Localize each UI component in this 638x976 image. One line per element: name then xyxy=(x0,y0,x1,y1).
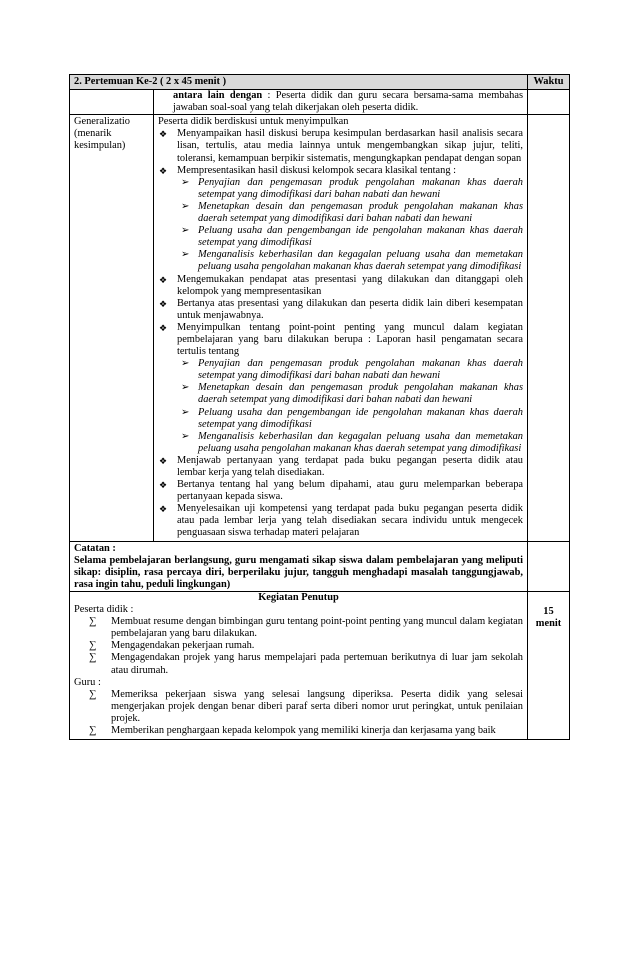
penutup-waktu-number: 15 xyxy=(543,605,554,617)
continuation-row xyxy=(70,90,570,115)
activity-item xyxy=(158,128,523,164)
waktu-header: Waktu xyxy=(528,75,570,90)
catatan-waktu-cell xyxy=(528,541,570,591)
sub-activity-list xyxy=(179,177,523,274)
generalization-content xyxy=(154,115,528,541)
continuation-label-cell xyxy=(70,90,154,115)
diamond-bullet-icon: ❖ xyxy=(159,455,168,466)
sigma-bullet-icon: ∑ xyxy=(89,640,97,652)
generalization-waktu-cell xyxy=(528,115,570,541)
activity-text: Menyimpulkan tentang point-point penting yang muncul dalam kegiatan pembelajaran yang baru dilakukan berupa : Laporan hasil pengamatan secara tertulis tentang xyxy=(177,321,523,358)
diamond-bullet-icon: ❖ xyxy=(159,322,168,333)
guru-item xyxy=(74,689,523,725)
continuation-bold-lead: antara lain dengan xyxy=(173,90,263,102)
peserta-item-text: Membuat resume dengan bimbingan guru tentang point-point penting yang muncul dalam kegiatan pembelajaran yang baru dilakukan. xyxy=(111,616,523,640)
arrow-bullet-icon: ➢ xyxy=(181,430,190,442)
activity-text: Mempresentasikan hasil diskusi kelompok secara klasikal tentang : xyxy=(177,164,457,176)
activity-item xyxy=(158,165,523,274)
sub-activity-item xyxy=(179,201,523,225)
penutup-title: Kegiatan Penutup xyxy=(258,591,339,603)
arrow-bullet-icon: ➢ xyxy=(181,406,190,418)
generalization-activity-list xyxy=(158,128,523,539)
penutup-row xyxy=(70,591,570,739)
arrow-bullet-icon: ➢ xyxy=(181,176,190,188)
diamond-bullet-icon: ❖ xyxy=(159,504,168,515)
catatan-row xyxy=(70,541,570,591)
sigma-bullet-icon: ∑ xyxy=(89,688,97,700)
sub-activity-text: Peluang usaha dan pengembangan ide pengolahan makanan khas daerah setempat yang dimodifikasi xyxy=(198,225,523,249)
activity-text: Mengemukakan pendapat atas presentasi yang dilakukan dan ditanggapi oleh kelompok yang mempresentasikan xyxy=(177,273,523,297)
continuation-waktu-cell xyxy=(528,90,570,115)
diamond-bullet-icon: ❖ xyxy=(159,165,168,176)
penutup-cell xyxy=(70,591,528,739)
continuation-text xyxy=(154,90,528,115)
peserta-label: Peserta didik : xyxy=(74,604,134,616)
lesson-plan-table xyxy=(69,74,570,740)
arrow-bullet-icon: ➢ xyxy=(181,200,190,212)
sigma-bullet-icon: ∑ xyxy=(89,724,97,736)
peserta-activity-list xyxy=(74,616,523,676)
sub-activity-text: Menetapkan desain dan pengemasan produk pengolahan makanan khas daerah setempat yang dimodifikasi dari bahan nabati dan hewani xyxy=(198,382,523,406)
peserta-item xyxy=(74,640,523,652)
diamond-bullet-icon: ❖ xyxy=(159,129,168,140)
sub-activity-item xyxy=(179,225,523,249)
sub-activity-text: Menganalisis keberhasilan dan kegagalan peluang usaha dan memetakan peluang usaha pengolahan makanan khas daerah setempat yang dimodifikasi xyxy=(198,249,523,273)
arrow-bullet-icon: ➢ xyxy=(181,225,190,237)
penutup-waktu-unit: menit xyxy=(535,618,562,630)
catatan-text: Selama pembelajaran berlangsung, guru mengamati sikap siswa dalam pembelajaran yang meliputi sikap: disiplin, rasa percaya diri, berperilaku jujur, tangguh menghadapi masalah tanggungjawab, rasa ingin tahu, peduli lingkungan) xyxy=(74,554,523,590)
sub-activity-item xyxy=(179,382,523,406)
guru-item-text: Memberikan penghargaan kepada kelompok yang memiliki kinerja dan kerjasama yang baik xyxy=(111,724,496,736)
peserta-item xyxy=(74,616,523,640)
guru-activity-list xyxy=(74,689,523,737)
sub-activity-item xyxy=(179,249,523,273)
arrow-bullet-icon: ➢ xyxy=(181,382,190,394)
penutup-waktu xyxy=(528,591,570,739)
sub-activity-item xyxy=(179,177,523,201)
lesson-plan-document xyxy=(69,74,570,740)
activity-text: Menyelesaikan uji kompetensi yang terdapat pada buku pegangan peserta didik atau pada lembar lerja yang telah disediakan secara individu untuk mengecek penguasaan siswa terhadap materi pelajaran xyxy=(177,503,523,539)
activity-item xyxy=(158,455,523,479)
activity-text: Menjawab pertanyaan yang terdapat pada buku pegangan peserta didik atau lembar kerja yang telah disediakan. xyxy=(177,454,523,478)
sigma-bullet-icon: ∑ xyxy=(89,652,97,664)
activity-item xyxy=(158,298,523,322)
generalization-intro: Peserta didik berdiskusi untuk menyimpulkan xyxy=(158,116,349,128)
activity-item xyxy=(158,479,523,503)
catatan-title: Catatan : xyxy=(74,542,116,554)
guru-item-text: Memeriksa pekerjaan siswa yang selesai langsung diperiksa. Peserta didik yang selesai mengerjakan projek dengan benar diberi paraf serta diberi nomor urut peringkat, untuk penilaian projek. xyxy=(111,688,523,724)
activity-text: Menyampaikan hasil diskusi berupa kesimpulan berdasarkan hasil analisis secara lisan, tertulis, atau media lainnya untuk mengembangkan sikap jujur, teliti, toleransi, kemampuan berpikir sistematis, mengungkapkan pendapat dengan sopan xyxy=(177,128,523,164)
meeting-title: 2. Pertemuan Ke-2 ( 2 x 45 menit ) xyxy=(70,75,528,90)
sub-activity-text: Menganalisis keberhasilan dan kegagalan peluang usaha dan memetakan peluang usaha pengolahan makanan khas daerah setempat yang dimodifikasi xyxy=(198,430,523,454)
guru-label: Guru : xyxy=(74,676,101,688)
diamond-bullet-icon: ❖ xyxy=(159,480,168,491)
continuation-body: : Peserta didik dan guru secara bersama-sama membahas jawaban soal-soal yang telah dikerjakan oleh peserta didik. xyxy=(173,90,523,114)
sub-activity-text: Menetapkan desain dan pengemasan produk pengolahan makanan khas daerah setempat yang dimodifikasi dari bahan nabati dan hewani xyxy=(198,200,523,225)
diamond-bullet-icon: ❖ xyxy=(159,298,168,309)
sub-activity-item xyxy=(179,407,523,431)
peserta-item-text: Mengagendakan projek yang harus mempelajari pada pertemuan berikutnya di luar jam sekolah atau dirumah. xyxy=(111,652,523,676)
activity-item xyxy=(158,274,523,298)
meeting-header-row xyxy=(70,75,570,90)
generalization-label: Generalizatio (menarik kesimpulan) xyxy=(70,115,154,541)
sub-activity-item xyxy=(179,431,523,455)
sub-activity-text: Penyajian dan pengemasan produk pengolahan makanan khas daerah setempat yang dimodifikasi dari bahan nabati dan hewani xyxy=(198,176,523,200)
sub-activity-text: Penyajian dan pengemasan produk pengolahan makanan khas daerah setempat yang dimodifikasi dari bahan nabati dan hewani xyxy=(198,358,523,382)
sub-activity-item xyxy=(179,358,523,382)
activity-item xyxy=(158,503,523,539)
peserta-item xyxy=(74,652,523,676)
arrow-bullet-icon: ➢ xyxy=(181,358,190,370)
sub-activity-text: Peluang usaha dan pengembangan ide pengolahan makanan khas daerah setempat yang dimodifikasi xyxy=(198,406,523,430)
generalization-row xyxy=(70,115,570,541)
diamond-bullet-icon: ❖ xyxy=(159,274,168,285)
activity-item xyxy=(158,322,523,455)
arrow-bullet-icon: ➢ xyxy=(181,249,190,261)
guru-item xyxy=(74,725,523,737)
activity-text: Bertanya tentang hal yang belum dipahami, atau guru melemparkan beberapa pertanyaan kepada siswa. xyxy=(177,479,523,503)
peserta-item-text: Mengagendakan pekerjaan rumah. xyxy=(111,640,255,652)
sigma-bullet-icon: ∑ xyxy=(89,616,97,628)
sub-activity-list xyxy=(179,358,523,455)
catatan-cell xyxy=(70,541,528,591)
activity-text: Bertanya atas presentasi yang dilakukan dan peserta didik lain diberi kesempatan untuk menjawabnya. xyxy=(177,297,523,321)
